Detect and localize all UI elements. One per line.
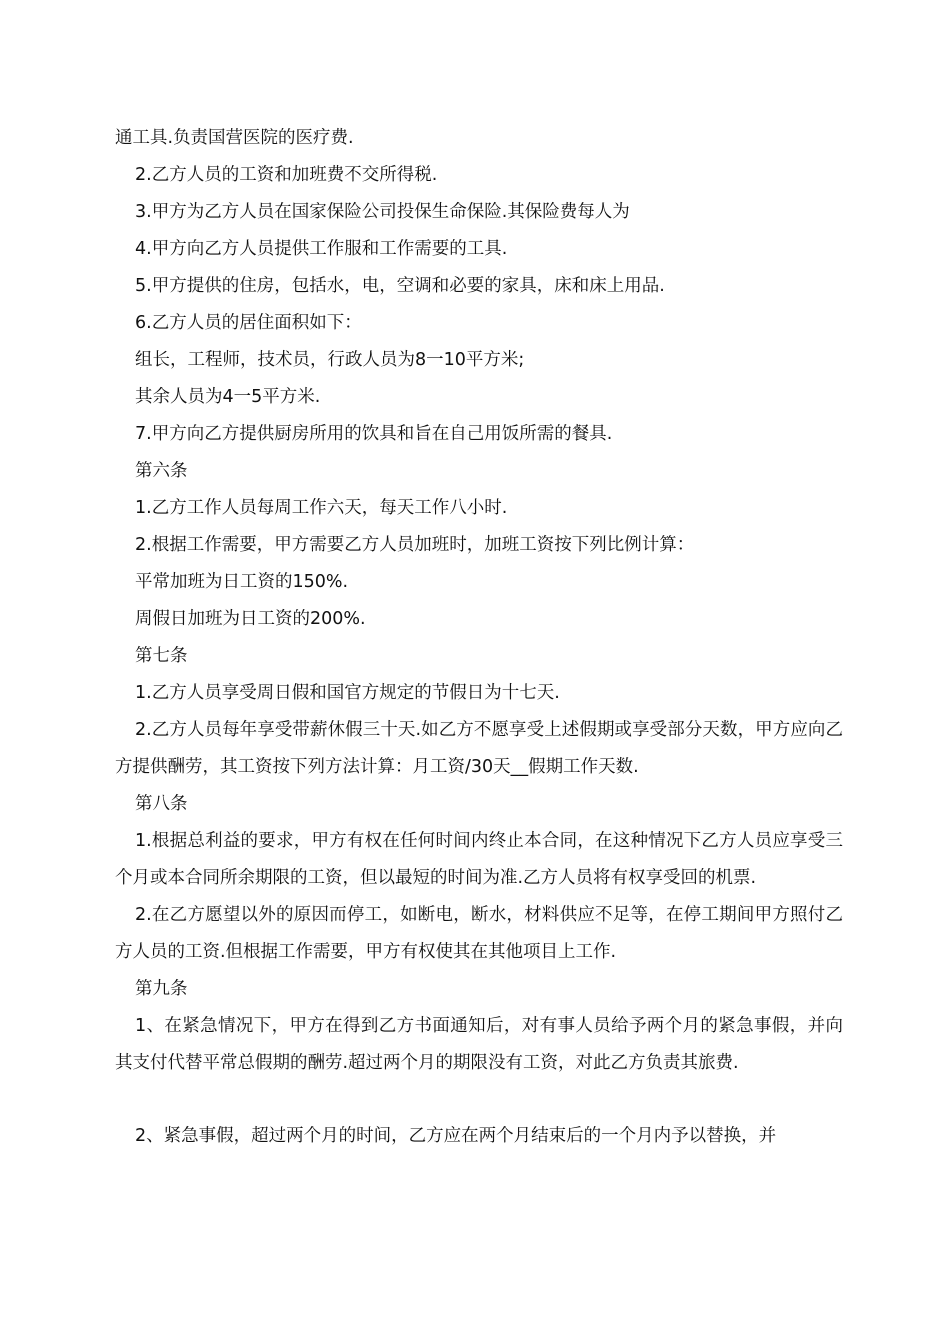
text-line: 4.甲方向乙方人员提供工作服和工作需要的工具. [135,239,508,259]
text-line: 周假日加班为日工资的200%. [135,609,366,629]
paragraph: 1.根据总利益的要求，甲方有权在任何时间内终止本合同，在这种情况下乙方人员应享受三个月或本合同所余期限的工资，但以最短的时间为准.乙方人员将有权享受回的机票. [115,831,843,888]
text-line: 6.乙方人员的居住面积如下： [135,313,362,333]
text-line: 2.乙方人员的工资和加班费不交所得税. [135,165,438,185]
section-heading: 第六条 [135,461,188,481]
text-line: 5.甲方提供的住房，包括水，电，空调和必要的家具，床和床上用品. [135,276,665,296]
text-line: 组长，工程师，技术员，行政人员为8一10平方米; [135,350,525,370]
section-heading: 第八条 [135,794,188,814]
text-line: 1.乙方工作人员每周工作六天，每天工作八小时. [135,498,508,518]
paragraph-gap [115,1082,843,1118]
text-line: 平常加班为日工资的150%. [135,572,349,592]
text-line: 3.甲方为乙方人员在国家保险公司投保生命保险.其保险费每人为 [135,202,630,222]
paragraph: 2.在乙方愿望以外的原因而停工，如断电，断水，材料供应不足等，在停工期间甲方照付乙方人员的工资.但根据工作需要，甲方有权使其在其他项目上工作. [115,905,843,962]
text-line: 2.根据工作需要，甲方需要乙方人员加班时，加班工资按下列比例计算： [135,535,695,555]
paragraph: 1、在紧急情况下，甲方在得到乙方书面通知后，对有事人员给予两个月的紧急事假，并向其支付代替平常总假期的酬劳.超过两个月的期限没有工资，对此乙方负责其旅费. [115,1016,843,1073]
paragraph: 2.乙方人员每年享受带薪休假三十天.如乙方不愿享受上述假期或享受部分天数，甲方应向乙方提供酬劳，其工资按下列方法计算：月工资/30天__假期工作天数. [115,720,843,777]
paragraph: 2、紧急事假，超过两个月的时间，乙方应在两个月结束后的一个月内予以替换，并 [135,1126,777,1146]
text-line: 1.乙方人员享受周日假和国官方规定的节假日为十七天. [135,683,560,703]
section-heading: 第九条 [135,979,188,999]
text-line: 其余人员为4一5平方米. [135,387,321,407]
section-heading: 第七条 [135,646,188,666]
text-line: 7.甲方向乙方提供厨房所用的饮具和旨在自己用饭所需的餐具. [135,424,613,444]
text-line: 通工具.负责国营医院的医疗费. [115,128,354,148]
document-body [115,120,843,1155]
